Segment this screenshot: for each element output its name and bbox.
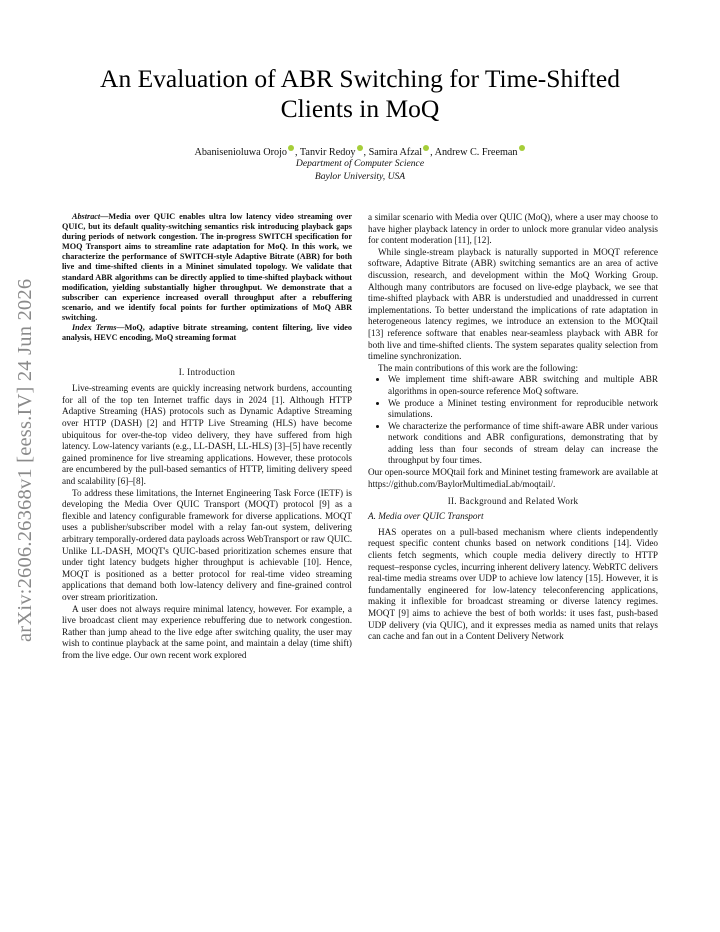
intro-paragraph-5: While single-stream playback is naturally supported in MOQT reference software, Adaptive Bitrate (ABR) switching semantics are an area of active discussion, research, and development within the MoQ Working Group. Although many contributors are focused on live-edge playback, we see that time-shifted playback with ABR is understudied and unaddressed in current implementations. To better understand the implications of rate adaptation in heterogeneous latency regimes, we introduce an extension to the MOQtail [13] reference software that enables near-seamless playback with ABR for both live and time-shifted clients. The system separates quality selection from timeline synchronization. bbox=[368, 246, 658, 362]
abstract bbox=[62, 212, 352, 323]
list-item: • We characterize the performance of time shift-aware ABR under various network conditions and ABR configurations, demonstrating that by adding less than four seconds of stream delay can increase the throughput by four times. bbox=[388, 421, 658, 467]
intro-paragraph-2: To address these limitations, the Internet Engineering Task Force (IETF) is developing the Media Over QUIC Transport (MOQT) protocol [9] as a flexible and latency configurable framework for diverse applications. MOQT uses a publisher/subscriber model with a relay fan-out system, delivering arbitrary temporally-ordered data payloads across WebTransport or raw QUIC. Unlike LL-DASH, MOQT's QUIC-based prioritization schemes ensure that under tight latency budgets higher throughput is achievable [10]. Hence, MOQT is positioned as a better protocol for real-time video streaming applications that demand both low-latency delivery and fine-grained control over stream prioritization. bbox=[62, 487, 352, 602]
subsection-heading-moqt: A. Media over QUIC Transport bbox=[368, 511, 484, 522]
abstract-text: —Media over QUIC enables ultra low latency video streaming over QUIC, but its default quality-switching semantics risk introducing playback gaps during periods of network congestion. The in-progress SWITCH specification for MOQ Transport aims to streamline rate adaptation for MoQ. In this work, we characterize the performance of SWITCH-style Adaptive Bitrate (ABR) for both live and time-shifted clients in a Mininet simulated topology. We validate that standard ABR algorithms can be directly applied to time-shifted playback without modification, yielding substantially higher throughput. We demonstrate that a subscriber can experience increased overall throughput after a rebuffering scenario, and we identify focal points for further optimizations of MoQ ABR switching. bbox=[62, 212, 352, 322]
orcid-icon[interactable] bbox=[357, 145, 363, 151]
intro-paragraph-1: Live-streaming events are quickly increasing network burdens, accounting for all of the top ten Internet traffic days in 2024 [1]. Although HTTP Adaptive Streaming (HAS) protocols such as Dynamic Adaptive Streaming over HTTP (DASH) [2] and HTTP Live Streaming (HLS) have become ubiquitous for over-the-top video delivery, they have suffered from high latency. Low-latency variants (e.g., LL-DASH, LL-HLS) [3]–[5] have recently gained prominence for live streaming applications. However, these protocols are encumbered by the pull-based semantics of HTTP, limiting delivery speed and scalability [6]–[8]. bbox=[62, 383, 352, 486]
abstract-label: Abstract bbox=[72, 212, 101, 221]
index-terms-text: —MoQ, adaptive bitrate streaming, content filtering, live video analysis, HEVC encoding, MoQ streaming format bbox=[62, 323, 352, 343]
arxiv-identifier: arXiv:2606.26368v1 [eess.IV] 24 Jun 2026 bbox=[14, 278, 36, 642]
author-name: Tanvir Redoy bbox=[299, 147, 356, 158]
author-name: Abanisenioluwa Orojo bbox=[194, 147, 287, 158]
orcid-icon[interactable] bbox=[519, 145, 525, 151]
author-list: Abanisenioluwa Orojo , Tanvir Redoy , Samira Afzal , Andrew C. Freeman bbox=[55, 145, 665, 159]
intro-paragraph-3: A user does not always require minimal latency, however. For example, a live broadcast client may experience rebuffering due to network congestion. Rather than jump ahead to the live edge after switching quality, the user may wish to continue playback at the same point, and maintain a delay (time shift) from the live edge. Our own recent work explored bbox=[62, 603, 352, 660]
section-heading-background: II. Background and Related Work bbox=[447, 496, 579, 507]
orcid-icon[interactable] bbox=[288, 145, 294, 151]
author-name: Samira Afzal bbox=[368, 147, 423, 158]
section-heading-introduction: I. Introduction bbox=[178, 367, 236, 378]
index-terms-label: Index Terms bbox=[72, 323, 117, 333]
intro-paragraph-6: The main contributions of this work are the following: bbox=[378, 362, 579, 373]
index-terms bbox=[62, 323, 352, 343]
contributions-list bbox=[368, 374, 658, 467]
paper-title bbox=[55, 64, 665, 124]
orcid-icon[interactable] bbox=[423, 145, 429, 151]
list-item: • We produce a Mininet testing environment for reproducible network simulations. bbox=[388, 398, 658, 421]
author-university: Baylor University, USA bbox=[314, 171, 406, 182]
list-item: • We implement time shift-aware ABR switching and multiple ABR algorithms in open-source reference MoQ software. bbox=[388, 374, 658, 397]
title-line-2: Clients in MoQ bbox=[280, 94, 440, 123]
intro-paragraph-4: a similar scenario with Media over QUIC (MoQ), where a user may choose to have higher playback latency in order to unlock more granular video analysis for content moderation [11], [12]. bbox=[368, 212, 658, 246]
author-name: Andrew C. Freeman bbox=[434, 147, 518, 158]
repository-link-paragraph[interactable]: Our open-source MOQtail fork and Mininet testing framework are available at https://github.com/BaylorMultimediaLab/moqtail/. bbox=[368, 467, 658, 489]
right-column bbox=[368, 212, 658, 643]
author-department: Department of Computer Science bbox=[295, 158, 425, 169]
title-line-1: An Evaluation of ABR Switching for Time-Shifted bbox=[100, 64, 620, 93]
background-paragraph-1: HAS operates on a pull-based mechanism where clients independently request specific content chunks based on network conditions [14]. Video clients fetch segments, which couple media delivery directly to HTTP request–response cycles, incurring inherent delivery latency. WebRTC delivers real-time media streams over UDP to achieve low latency [15]. However, it is fundamentally engineered for low-latency teleconferencing applications, making it inflexible for broadcast streaming or diverse latency regimes. MOQT [9] aims to achieve the best of both worlds: it uses fast, push-based UDP delivery (via QUIC), and it expresses media as named units that relays can cache and fan out in a Content Delivery Network bbox=[368, 526, 658, 642]
left-column bbox=[62, 212, 352, 661]
